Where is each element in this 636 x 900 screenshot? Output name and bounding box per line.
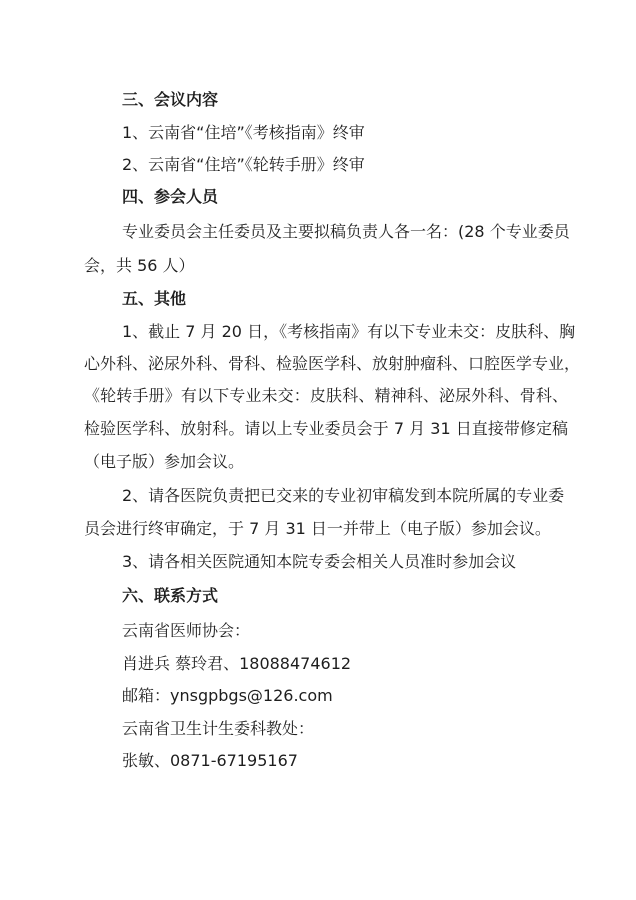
other-item-1-line-4: 检验医学科、放射科。请以上专业委员会于 7 月 31 日直接带修定稿 (84, 419, 568, 438)
attendees-line-2: 会，共 56 人） (84, 256, 195, 275)
meeting-item-1: 1、云南省“住培”《考核指南》终审 (122, 123, 365, 142)
other-item-2-line-2: 员会进行终审确定，于 7 月 31 日一并带上（电子版）参加会议。 (84, 519, 551, 538)
contact-names-phone: 肖进兵 蔡玲君、18088474612 (122, 654, 352, 673)
contact-email: 邮箱：ynsgpbgs@126.com (122, 686, 333, 705)
section-six-title: 六、联系方式 (122, 586, 219, 605)
other-item-1-line-1: 1、截止 7 月 20 日，《考核指南》有以下专业未交：皮肤科、胸 (122, 322, 576, 341)
section-four-title: 四、参会人员 (122, 187, 219, 206)
other-item-3: 3、请各相关医院通知本院专委会相关人员准时参加会议 (122, 552, 517, 571)
other-item-2-line-1: 2、请各医院负责把已交来的专业初审稿发到本院所属的专业委 (122, 486, 565, 505)
section-three-title: 三、会议内容 (122, 90, 219, 109)
other-item-1-line-3: 《轮转手册》有以下专业未交：皮肤科、精神科、泌尿外科、骨科、 (84, 386, 568, 405)
other-item-1-line-2: 心外科、泌尿外科、骨科、检验医学科、放射肿瘤科、口腔医学专业， (84, 354, 581, 373)
section-five-title: 五、其他 (122, 289, 187, 308)
other-item-1-line-5: （电子版）参加会议。 (84, 452, 245, 471)
attendees-line-1: 专业委员会主任委员及主要拟稿负责人各一名：(28 个专业委员 (122, 222, 570, 241)
contact-org-2: 云南省卫生计生委科教处： (122, 719, 315, 738)
meeting-item-2: 2、云南省“住培”《轮转手册》终审 (122, 155, 365, 174)
contact-name-phone-2: 张敏、0871-67195167 (122, 751, 298, 770)
contact-org-1: 云南省医师协会： (122, 621, 251, 640)
